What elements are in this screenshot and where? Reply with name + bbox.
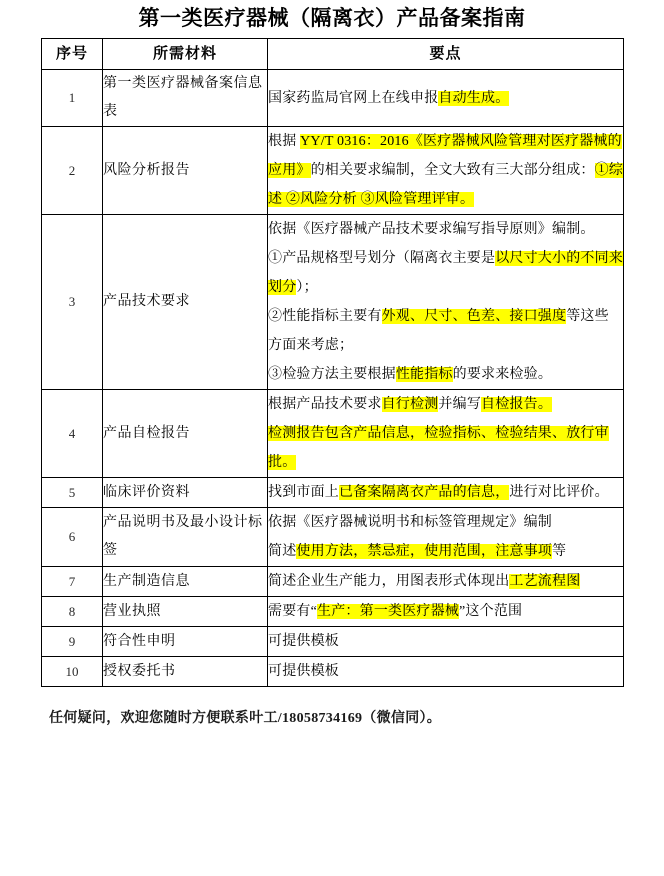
highlighted-text: 工艺流程图 xyxy=(509,574,581,589)
column-header-material: 所需材料 xyxy=(103,39,268,70)
filing-guide-table xyxy=(41,38,624,687)
required-material-cell: 授权委托书 xyxy=(103,657,268,687)
row-index-cell: 4 xyxy=(42,390,103,478)
highlighted-text: 自行检测 xyxy=(381,397,439,412)
highlighted-text: 检测报告包含产品信息，检验指标、检验结果、放行审批。 xyxy=(268,426,609,470)
table-body xyxy=(42,70,624,687)
table-row xyxy=(42,567,624,597)
table-row xyxy=(42,70,624,127)
key-points-cell xyxy=(268,657,624,687)
highlighted-text: 自动生成。 xyxy=(438,90,510,106)
highlighted-text: 外观、尺寸、色差、接口强度 xyxy=(381,309,567,324)
guide-table-wrapper xyxy=(41,38,623,687)
required-material-cell: 临床评价资料 xyxy=(103,478,268,508)
table-row xyxy=(42,478,624,508)
key-points-cell xyxy=(268,597,624,627)
row-index-cell: 8 xyxy=(42,597,103,627)
table-header xyxy=(42,39,624,70)
key-points-line: 找到市面上已备案隔离衣产品的信息，进行对比评价。 xyxy=(268,485,609,500)
table-row xyxy=(42,508,624,567)
key-points-line: 依据《医疗器械产品技术要求编写指导原则》编制。 xyxy=(268,222,595,237)
key-points-cell xyxy=(268,478,624,508)
row-index-cell: 7 xyxy=(42,567,103,597)
required-material-cell: 产品说明书及最小设计标签 xyxy=(103,508,268,567)
column-header-points: 要点 xyxy=(268,39,624,70)
contact-footer-note: 任何疑问，欢迎您随时方便联系叶工/18058734169（微信同）。 xyxy=(49,711,442,726)
key-points-cell xyxy=(268,508,624,567)
key-points-line: ③检验方法主要根据性能指标的要求来检验。 xyxy=(268,367,553,382)
key-points-line: 可提供模板 xyxy=(268,634,339,649)
row-index-cell: 10 xyxy=(42,657,103,687)
highlighted-text: ①综述 ②风险分析 ③风险管理评审。 xyxy=(268,163,624,207)
key-points-line: ②性能指标主要有外观、尺寸、色差、接口强度等这些方面来考虑； xyxy=(268,309,609,353)
row-index-cell: 3 xyxy=(42,215,103,390)
key-points-cell xyxy=(268,70,624,127)
required-material-cell: 产品自检报告 xyxy=(103,390,268,478)
row-index-cell: 6 xyxy=(42,508,103,567)
required-material-cell: 生产制造信息 xyxy=(103,567,268,597)
key-points-cell xyxy=(268,627,624,657)
required-material-cell: 符合性申明 xyxy=(103,627,268,657)
column-header-no: 序号 xyxy=(42,39,103,70)
table-row xyxy=(42,657,624,687)
key-points-line: 根据 YY/T 0316：2016《医疗器械风险管理对医疗器械的应用》的相关要求编制，全文大致有三大部分组成：①综述 ②风险分析 ③风险管理评审。 xyxy=(268,134,624,207)
key-points-line: ①产品规格型号划分（隔离衣主要是以尺寸大小的不同来划分）； xyxy=(268,251,624,295)
key-points-cell xyxy=(268,390,624,478)
highlighted-text: 生产：第一类医疗器械 xyxy=(317,604,460,619)
key-points-line: 简述使用方法，禁忌症，使用范围，注意事项等 xyxy=(268,544,567,559)
row-index-cell: 9 xyxy=(42,627,103,657)
table-header-row xyxy=(42,39,624,70)
highlighted-text: 性能指标 xyxy=(395,367,453,382)
key-points-cell xyxy=(268,127,624,215)
table-row xyxy=(42,390,624,478)
row-index-cell: 2 xyxy=(42,127,103,215)
highlighted-text: 已备案隔离衣产品的信息， xyxy=(339,485,510,500)
key-points-line: 简述企业生产能力，用图表形式体现出工艺流程图 xyxy=(268,574,581,589)
page-title: 第一类医疗器械（隔离衣）产品备案指南 xyxy=(138,6,526,30)
key-points-line: 国家药监局官网上在线申报自动生成。 xyxy=(268,90,510,106)
highlighted-text: 自检报告。 xyxy=(481,397,553,412)
key-points-line xyxy=(268,419,623,477)
key-points-line: 依据《医疗器械说明书和标签管理规定》编制 xyxy=(268,515,552,530)
required-material-cell: 营业执照 xyxy=(103,597,268,627)
required-material-cell: 产品技术要求 xyxy=(103,215,268,390)
highlighted-text: YY/T 0316：2016《医疗器械风险管理对医疗器械的应用》 xyxy=(268,134,622,178)
key-points-cell xyxy=(268,215,624,390)
key-points-line: 可提供模板 xyxy=(268,664,339,679)
highlighted-text: 使用方法，禁忌症，使用范围，注意事项 xyxy=(296,544,553,559)
row-index-cell: 5 xyxy=(42,478,103,508)
key-points-line: 根据产品技术要求自行检测并编写自检报告。 xyxy=(268,397,553,412)
required-material-cell: 第一类医疗器械备案信息表 xyxy=(103,70,268,127)
table-row xyxy=(42,627,624,657)
key-points-line: 需要有“生产：第一类医疗器械”这个范围 xyxy=(268,604,523,619)
table-row xyxy=(42,215,624,390)
required-material-cell: 风险分析报告 xyxy=(103,127,268,215)
highlighted-text: 以尺寸大小的不同来划分 xyxy=(268,251,624,295)
table-row xyxy=(42,127,624,215)
row-index-cell: 1 xyxy=(42,70,103,127)
table-row xyxy=(42,597,624,627)
key-points-cell xyxy=(268,567,624,597)
